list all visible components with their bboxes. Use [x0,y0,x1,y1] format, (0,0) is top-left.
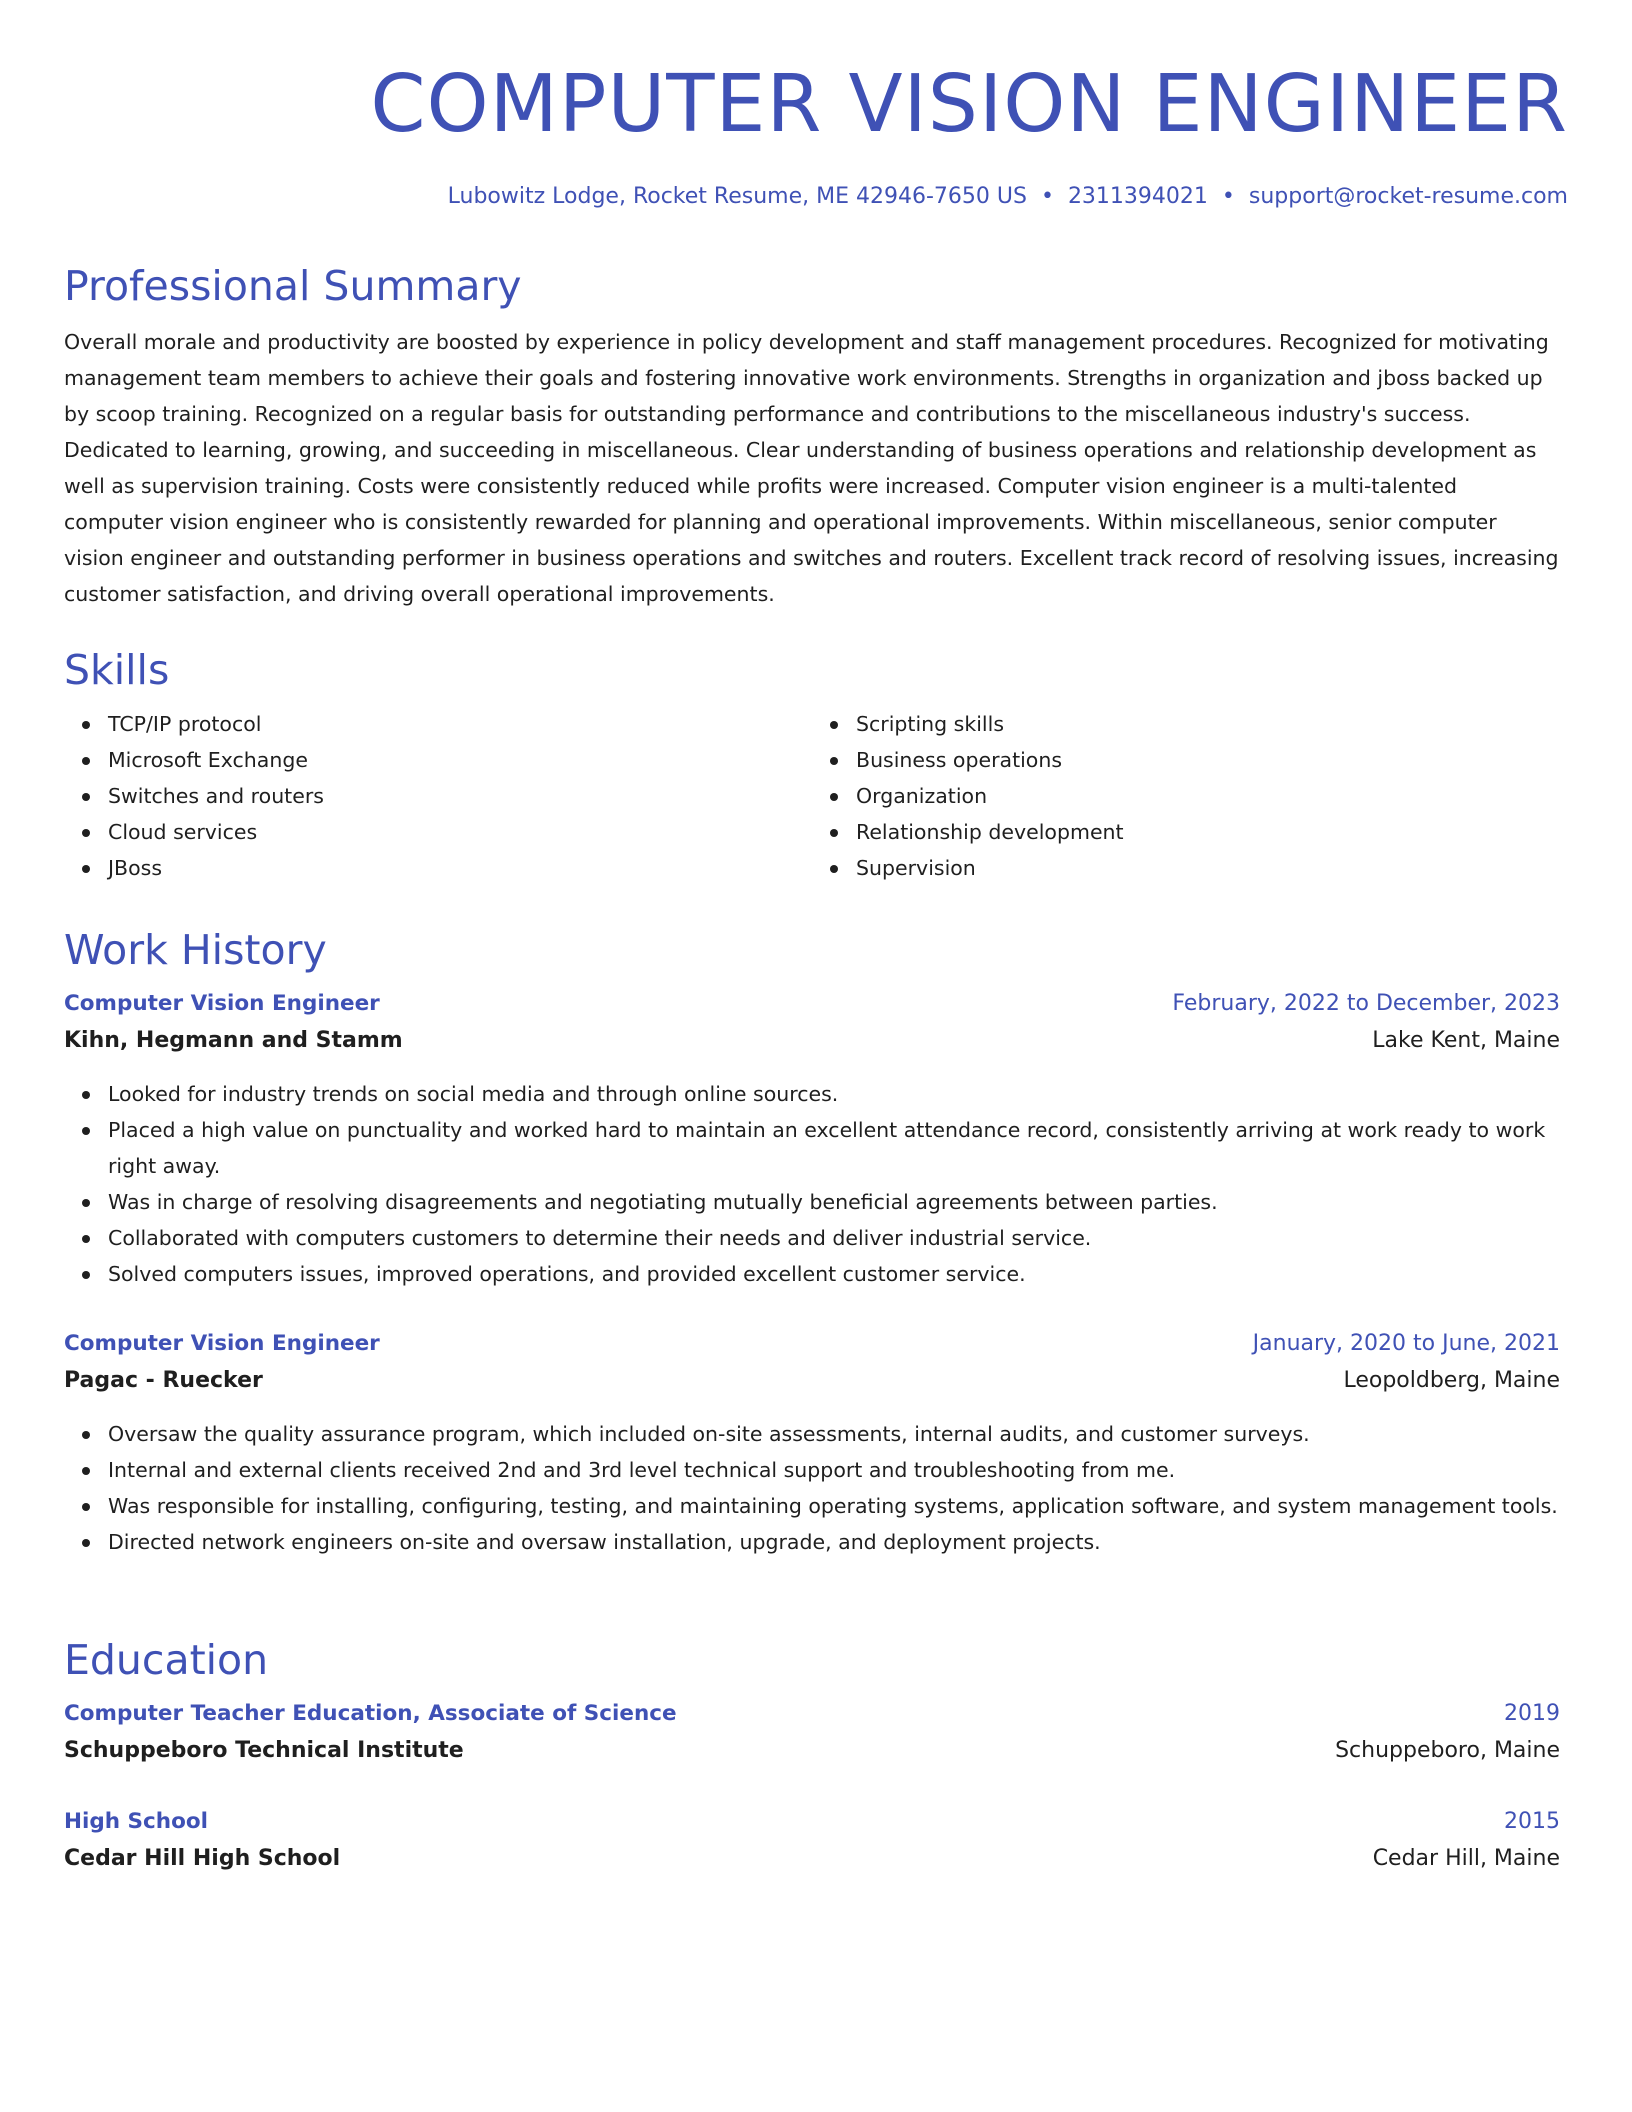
education-school-row [64,1732,1560,1770]
contact-email[interactable]: support@rocket-resume.com [1248,184,1568,209]
summary-section [64,258,1560,612]
job-bullet: Oversaw the quality assurance program, which included on-site assessments, internal audits, and customer surveys. [108,1416,1560,1452]
skill-item: Microsoft Exchange [108,742,812,778]
job-entry [64,986,1560,1292]
skills-section [64,642,1560,886]
job-dates: February, 2022 to December, 2023 [1172,991,1560,1016]
job-bullet: Looked for industry trends on social media and through online sources. [108,1076,1560,1112]
contact-phone[interactable]: 2311394021 [1067,184,1208,209]
job-bullets [64,1416,1560,1560]
job-bullet: Collaborated with computers customers to determine their needs and deliver industrial service. [108,1220,1560,1256]
job-bullet: Solved computers issues, improved operations, and provided excellent customer service. [108,1256,1560,1292]
skill-item: Relationship development [856,814,1560,850]
contact-line [64,182,1568,212]
education-year: 2015 [1504,1809,1560,1834]
job-bullet: Was responsible for installing, configuring, testing, and maintaining operating systems, application software, and system management tools. [108,1488,1560,1524]
education-school-row [64,1840,1560,1878]
work-history-section [64,922,1560,1560]
work-history-heading: Work History [64,926,327,974]
job-title: COMPUTER VISION ENGINEER [370,58,1568,150]
job-company: Pagac - Ruecker [64,1368,263,1393]
skills-list-left [64,706,812,886]
skill-item: Switches and routers [108,778,812,814]
summary-text: Overall morale and productivity are boosted by experience in policy development and staff management procedures. Recognized for motivating management team members to achieve their goals and fostering innovative work environments. Strengths in organization and jboss backed up by scoop training. Recognized on a regular basis for outstanding performance and contributions to the miscellaneous industry's success. Dedicated to learning, growing, and succeeding in miscellaneous. Clear understanding of business operations and relationship development as well as supervision training. Costs were consistently reduced while profits were increased. Computer vision engineer is a multi-talented computer vision engineer who is consistently rewarded for planning and operational improvements. Within miscellaneous, senior computer vision engineer and outstanding performer in business operations and switches and routers. Excellent track record of resolving issues, increasing customer satisfaction, and driving overall operational improvements. [64,330,1559,606]
skills-list-right [812,706,1560,886]
contact-address: Lubowitz Lodge, Rocket Resume, ME 42946-7650 US [447,184,1027,209]
education-school: Cedar Hill High School [64,1846,341,1871]
education-degree: High School [64,1809,208,1834]
job-bullet: Internal and external clients received 2nd and 3rd level technical support and troubleshooting from me. [108,1452,1560,1488]
education-location: Cedar Hill, Maine [1372,1846,1560,1871]
skill-item: TCP/IP protocol [108,706,812,742]
job-location: Lake Kent, Maine [1372,1028,1560,1053]
job-bullet: Directed network engineers on-site and oversaw installation, upgrade, and deployment projects. [108,1524,1560,1560]
education-degree-row [64,1804,1560,1840]
skills-heading: Skills [64,646,170,694]
education-year: 2019 [1504,1701,1560,1726]
job-entry [64,1326,1560,1560]
skill-item: Scripting skills [856,706,1560,742]
contact-separator: • [1040,184,1054,209]
skill-item: Cloud services [108,814,812,850]
job-location: Leopoldberg, Maine [1343,1368,1560,1393]
contact-separator: • [1221,184,1235,209]
skill-item: Business operations [856,742,1560,778]
education-section [64,1632,1560,1878]
job-bullet: Placed a high value on punctuality and worked hard to maintain an excellent attendance record, consistently arriving at work ready to work right away. [108,1112,1560,1184]
education-entry [64,1696,1560,1770]
education-location: Schuppeboro, Maine [1335,1738,1560,1763]
job-company: Kihn, Hegmann and Stamm [64,1028,403,1053]
skill-item: JBoss [108,850,812,886]
job-org-row [64,1022,1560,1060]
job-title-row [64,986,1560,1022]
education-entry [64,1804,1560,1878]
job-bullets [64,1076,1560,1292]
skill-item: Organization [856,778,1560,814]
job-org-row [64,1362,1560,1400]
education-degree-row [64,1696,1560,1732]
education-degree: Computer Teacher Education, Associate of Science [64,1701,677,1726]
education-heading: Education [64,1636,269,1684]
job-position: Computer Vision Engineer [64,1331,380,1356]
skills-columns [64,706,1560,886]
job-bullet: Was in charge of resolving disagreements and negotiating mutually beneficial agreements between parties. [108,1184,1560,1220]
resume-header [64,56,1568,212]
job-dates: January, 2020 to June, 2021 [1252,1331,1560,1356]
summary-heading: Professional Summary [64,262,522,310]
job-title-row [64,1326,1560,1362]
skill-item: Supervision [856,850,1560,886]
job-position: Computer Vision Engineer [64,991,380,1016]
education-school: Schuppeboro Technical Institute [64,1738,464,1763]
